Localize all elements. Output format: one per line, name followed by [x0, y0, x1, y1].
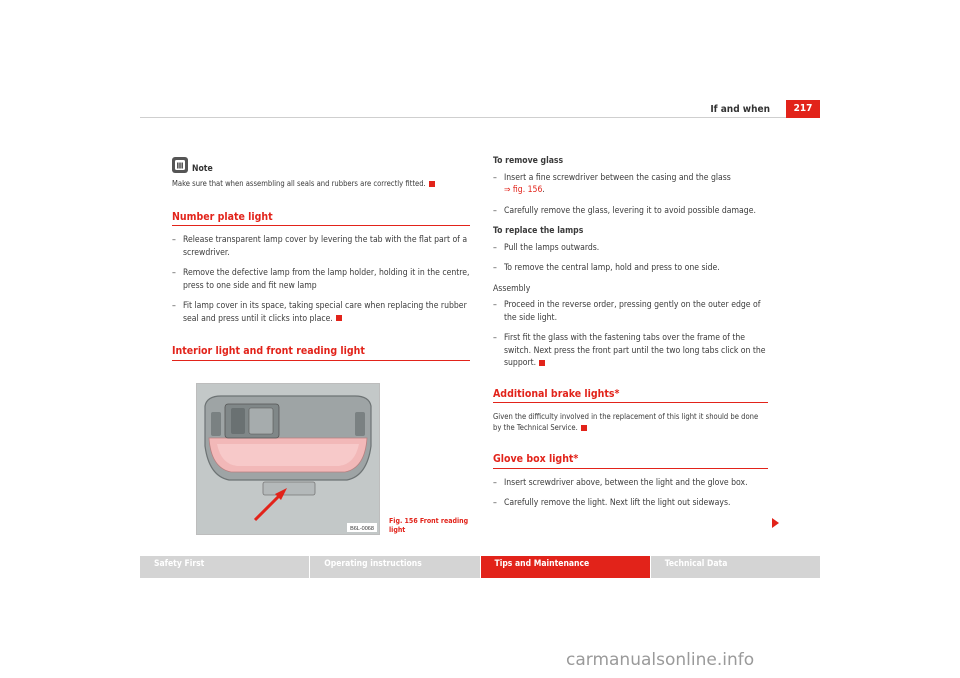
glove-box-steps	[493, 477, 768, 510]
right-column	[493, 155, 768, 518]
number-plate-steps	[172, 234, 470, 325]
section-heading-glove-box: Glove box light*	[493, 453, 768, 469]
watermark: carmanualsonline.info	[566, 650, 755, 670]
end-mark-icon	[581, 425, 587, 431]
list-item: – To remove the central lamp, hold and press to one side.	[493, 262, 768, 275]
note-header	[172, 155, 470, 176]
list-item: – First fit the glass with the fastening tabs over the frame of the switch. Next press the front part until the two long tabs click on the support.	[493, 332, 768, 370]
footer-nav	[140, 556, 820, 578]
assembly-steps	[493, 299, 768, 370]
remove-glass-steps	[493, 172, 768, 218]
reading-light-illustration	[197, 384, 379, 534]
page-number: 217	[786, 100, 820, 118]
list-item: – Remove the defective lamp from the lamp holder, holding it in the centre, press to one side and fit new lamp	[172, 267, 470, 292]
section-heading-number-plate: Number plate light	[172, 211, 470, 227]
note-icon	[172, 157, 188, 173]
figure-reference-link[interactable]: ⇒ fig. 156	[504, 185, 543, 195]
list-item: – Insert screwdriver above, between the light and the glove box.	[493, 477, 768, 490]
subheading-remove-glass: To remove glass	[493, 156, 564, 166]
list-item: – Pull the lamps outwards.	[493, 242, 768, 255]
continue-arrow-icon	[772, 518, 779, 528]
figure-caption: Fig. 156 Front reading light	[389, 517, 469, 534]
tab-tips-and-maintenance[interactable]: Tips and Maintenance	[481, 556, 650, 578]
end-mark-icon	[336, 315, 342, 321]
list-item: – Insert a fine screwdriver between the casing and the glass ⇒ fig. 156.	[493, 172, 768, 197]
subheading-assembly: Assembly	[493, 283, 531, 294]
subheading-replace-lamps: To replace the lamps	[493, 226, 584, 236]
end-mark-icon	[539, 360, 545, 366]
list-item: – Proceed in the reverse order, pressing gently on the outer edge of the side light.	[493, 299, 768, 324]
left-column	[172, 155, 470, 369]
tab-operating-instructions[interactable]: Operating instructions	[310, 556, 479, 578]
figure-code: B6L-0068	[350, 526, 374, 532]
tab-technical-data[interactable]: Technical Data	[651, 556, 820, 578]
section-heading-brake-lights: Additional brake lights*	[493, 388, 768, 404]
replace-lamps-steps	[493, 242, 768, 275]
page-title: If and when	[710, 104, 770, 115]
note-text: Make sure that when assembling all seals and rubbers are correctly fitted.	[172, 178, 470, 189]
list-item: – Fit lamp cover in its space, taking special care when replacing the rubber seal and press until it clicks into place.	[172, 300, 470, 325]
brake-lights-text: Given the difficulty involved in the replacement of this light it should be done by the Technical Service.	[493, 412, 759, 432]
figure-front-reading-light	[196, 383, 380, 535]
section-heading-interior-light: Interior light and front reading light	[172, 345, 470, 361]
note-label: Note	[192, 164, 213, 174]
header-rule	[140, 117, 820, 118]
list-item: – Carefully remove the glass, levering it to avoid possible damage.	[493, 205, 768, 218]
end-mark-icon	[429, 181, 435, 187]
tab-safety-first[interactable]: Safety First	[140, 556, 309, 578]
list-item: – Carefully remove the light. Next lift the light out sideways.	[493, 497, 768, 510]
list-item: – Release transparent lamp cover by levering the tab with the flat part of a screwdriver.	[172, 234, 470, 259]
